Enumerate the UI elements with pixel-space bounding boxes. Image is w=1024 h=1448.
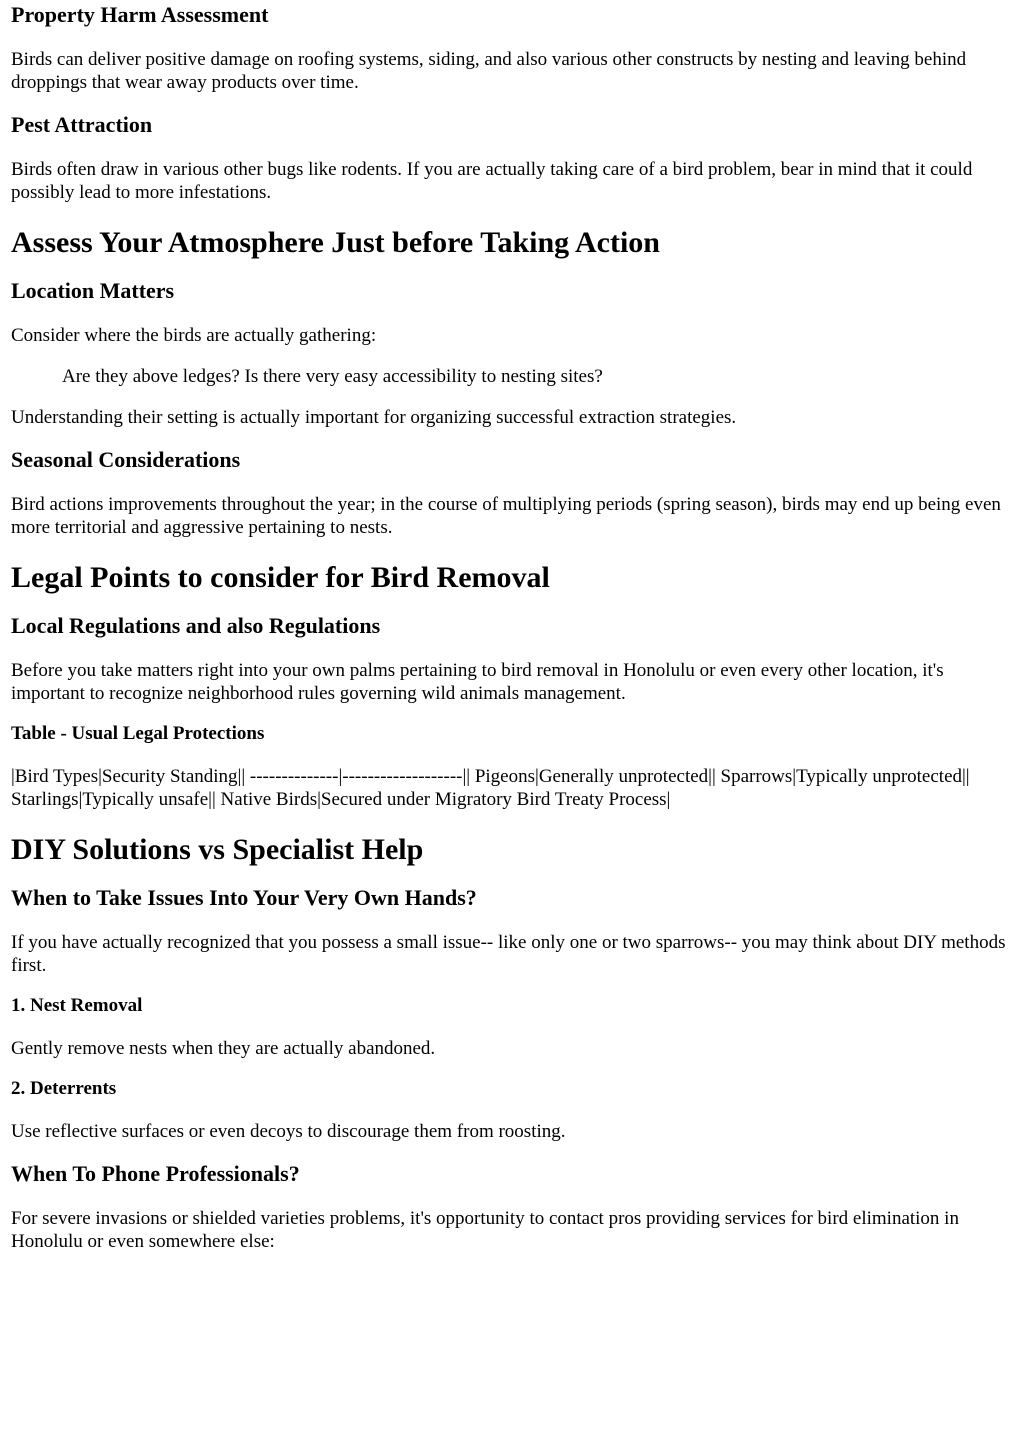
heading-location-matters: Location Matters: [11, 278, 175, 303]
paragraph-phone-professionals: For severe invasions or shielded varieties problems, it's opportunity to contact pros providing services for bird elimination in Honolulu or even somewhere else:: [11, 1208, 959, 1252]
heading-assess-atmosphere: Assess Your Atmosphere Just before Taking Action: [11, 226, 660, 259]
heading-when-own-hands: When to Take Issues Into Your Very Own Hands?: [11, 885, 477, 910]
paragraph-when-own-hands: If you have actually recognized that you possess a small issue-- like only one or two sparrows-- you may think about DIY methods first.: [11, 932, 1006, 976]
paragraph-location-outro: Understanding their setting is actually important for organizing successful extraction strategies.: [11, 407, 737, 428]
paragraph-property-harm: Birds can deliver positive damage on roofing systems, siding, and also various other constructs by nesting and leaving behind droppings that wear away products over time.: [11, 49, 967, 93]
paragraph-seasonal: Bird actions improvements throughout the year; in the course of multiplying periods (spring season), birds may end up being even more territorial and aggressive pertaining to nests.: [11, 494, 1001, 538]
heading-local-regulations: Local Regulations and also Regulations: [11, 613, 381, 638]
heading-pest-attraction: Pest Attraction: [11, 112, 153, 137]
heading-legal-table: Table - Usual Legal Protections: [11, 723, 265, 744]
paragraph-location-intro: Consider where the birds are actually gathering:: [11, 325, 377, 346]
heading-property-harm: Property Harm Assessment: [11, 2, 269, 27]
article-body: [0, 2, 1024, 1253]
heading-phone-professionals: When To Phone Professionals?: [11, 1161, 300, 1186]
heading-nest-removal: 1. Nest Removal: [11, 995, 143, 1016]
paragraph-legal-table: |Bird Types|Security Standing|| --------------|-------------------|| Pigeons|Generally unprotected|| Sparrows|Typically unprotected|| Starlings|Typically unsafe|| Native Birds|Secured under Migratory Bird Treaty Process|: [11, 766, 970, 810]
paragraph-nest-removal: Gently remove nests when they are actually abandoned.: [11, 1038, 436, 1059]
paragraph-local-regulations: Before you take matters right into your own palms pertaining to bird removal in Honolulu or even every other location, it's important to recognize neighborhood rules governing wild animals management.: [11, 660, 944, 704]
heading-diy-vs-specialist: DIY Solutions vs Specialist Help: [11, 833, 424, 866]
heading-seasonal: Seasonal Considerations: [11, 447, 241, 472]
paragraph-deterrents: Use reflective surfaces or even decoys to discourage them from roosting.: [11, 1121, 566, 1142]
paragraph-pest-attraction: Birds often draw in various other bugs like rodents. If you are actually taking care of a bird problem, bear in mind that it could possibly lead to more infestations.: [11, 159, 973, 203]
heading-deterrents: 2. Deterrents: [11, 1078, 117, 1099]
blockquote-location: Are they above ledges? Is there very easy accessibility to nesting sites?: [62, 366, 603, 387]
heading-legal: Legal Points to consider for Bird Removal: [11, 561, 550, 594]
